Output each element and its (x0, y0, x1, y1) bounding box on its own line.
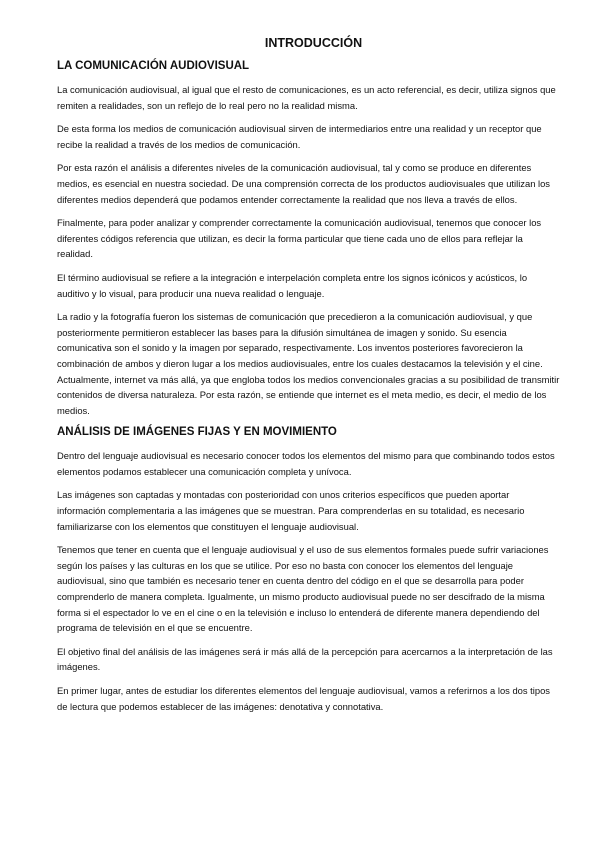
paragraph: Tenemos que tener en cuenta que el lenguaje audiovisual y el uso de sus elementos formales puede sufrir variaciones según los países y las culturas en los que se utilice. Por eso no basta con conocer los elementos del lenguaje audiovisual, sino que también es necesario tener en cuenta dentro del código en el que se desarrolla para poder comprenderlo de manera completa. Igualmente, un mismo producto audiovisual puede no ser descifrado de la misma forma si el espectador lo ve en el cine o en la televisión e incluso lo entenderá de diferente manera dependiendo del programa de televisión en el que se encuentre. (57, 544, 549, 634)
paragraph: Finalmente, para poder analizar y comprender correctamente la comunicación audiovisual, tenemos que conocer los diferentes códigos referencia que utilizan, es decir la forma particular que tiene cada uno de ellos para reflejar la realidad. (57, 217, 542, 260)
paragraph: La comunicación audiovisual, al igual que el resto de comunicaciones, es un acto referencial, es decir, utiliza signos que remiten a realidades, son un reflejo de lo real pero no la realidad misma. (57, 84, 556, 111)
paragraph: De esta forma los medios de comunicación audiovisual sirven de intermediarios entre una realidad y un receptor que recibe la realidad a través de los medios de comunicación. (57, 123, 542, 150)
paragraph: Por esta razón el análisis a diferentes niveles de la comunicación audiovisual, tal y como se produce en diferentes medios, es esencial en nuestra sociedad. De una comprensión correcta de los productos audiovisuales que utilizan los diferentes medios dependerá que podamos entender correctamente la realidad que nos lleva a través de ellos. (57, 162, 550, 205)
paragraph: En primer lugar, antes de estudiar los diferentes elementos del lenguaje audiovisual, vamos a referirnos a los dos tipos de lectura que podemos establecer de las imágenes: denotativa y connotativa. (57, 685, 550, 712)
paragraph: Dentro del lenguaje audiovisual es necesario conocer todos los elementos del mismo para que combinando todos estos elementos podamos establecer una comunicación completa y unívoca. (57, 450, 555, 477)
paragraph: Las imágenes son captadas y montadas con posterioridad con unos criterios específicos que pueden aportar información complementaria a las imágenes que se muestran. Para comprenderlas en su totalidad, es necesario familiarizarse con los elementos que constituyen el lenguaje audiovisual. (57, 489, 525, 532)
page-title: INTRODUCCIÓN (264, 36, 363, 50)
paragraph: El objetivo final del análisis de las imágenes será ir más allá de la percepción para acercarnos a la interpretación de las imágenes. (57, 645, 553, 673)
paragraph: El término audiovisual se refiere a la integración e interpelación completa entre los signos icónicos y acústicos, lo auditivo y lo visual, para producir una nueva realidad o lenguaje. (57, 271, 528, 299)
paragraph: La radio y la fotografía fueron los sistemas de comunicación que precedieron a la comunicación audiovisual, y que posteriormente permitieron establecer las bases para la difusión simultánea de imagen y sonido. Su esencia comunicativa son el sonido y la imagen por separado, respectivamente. Los inventos posteriores favorecieron la combinación de ambos y dieron lugar a los medios audiovisuales, entre los cuales destacamos la televisión y el cine. Actualmente, internet va más allá, ya que engloba todos los medios convencionales gracias a su posibilidad de transmitir contenidos de diversa naturaleza. Por esta razón, se entiende que internet es el meta medio, es decir, el medio de los medios. (57, 311, 560, 416)
section-heading-analisis: ANÁLISIS DE IMÁGENES FIJAS Y EN MOVIMIENTO (57, 426, 337, 439)
section-heading-comunicacion: LA COMUNICACIÓN AUDIOVISUAL (57, 60, 250, 72)
